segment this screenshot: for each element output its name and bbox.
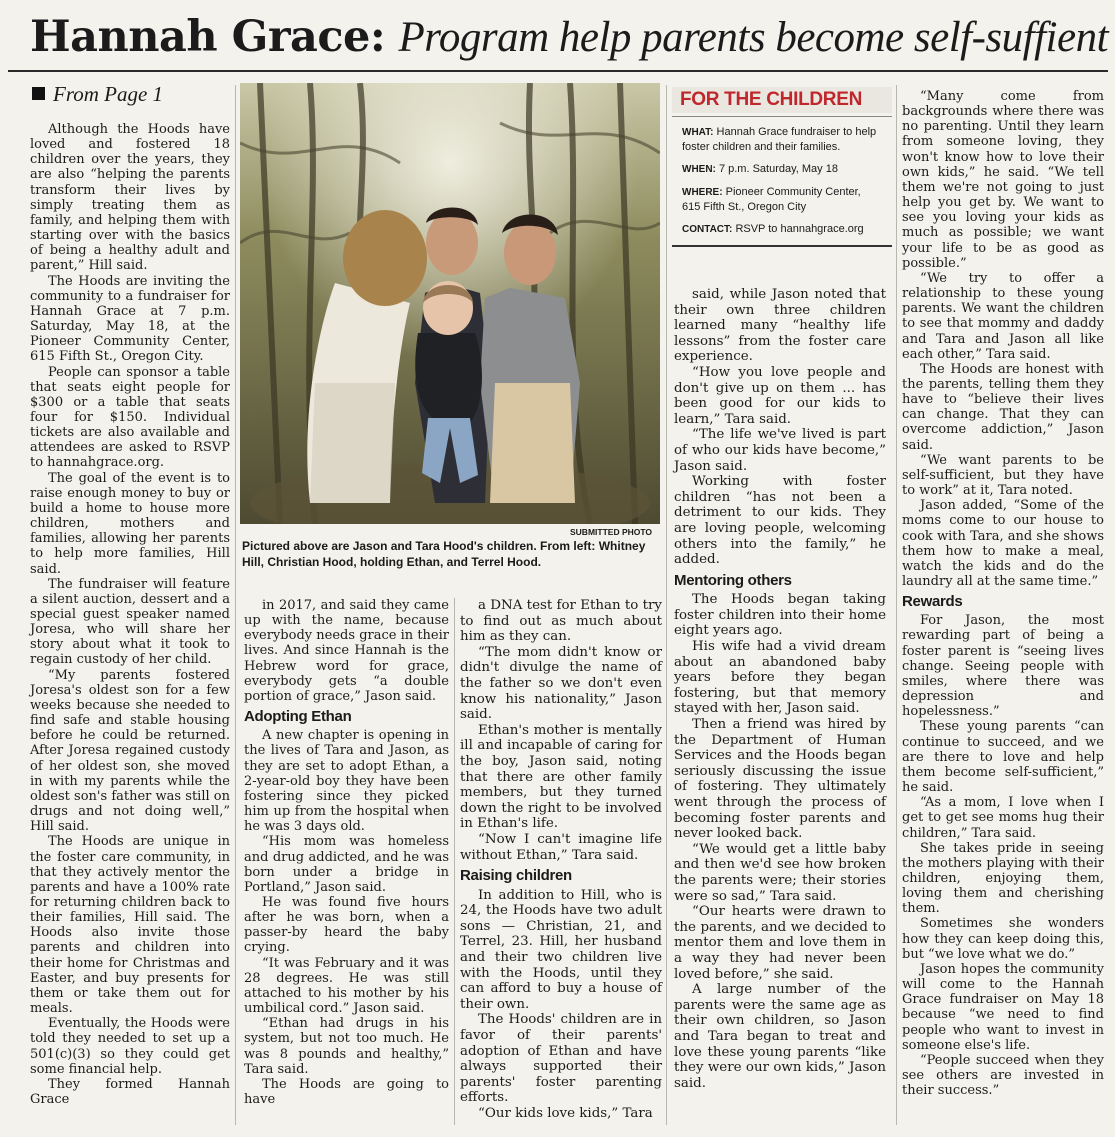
- paragraph: The goal of the event is to raise enough money to buy or build a home to house more children, mothers and families, allowing her parents to help more families, Hill said.: [30, 470, 230, 577]
- sidebar-title: FOR THE CHILDREN: [672, 87, 892, 113]
- column-5: [902, 89, 1104, 1098]
- contact-label: CONTACT:: [682, 224, 733, 235]
- paragraph: People can sponsor a table that seats eight people for $300 or a table that seats four for $150. Individual tickets are also available and attendees are asked to RSVP to hannahgrace.org.: [30, 364, 230, 471]
- paragraph: Working with foster children “has not been a detriment to our kids. They are loving people, welcoming others into the family,” he added.: [674, 474, 886, 568]
- sidebar-contact: [682, 222, 882, 237]
- paragraph: His wife had a vivid dream about an abandoned baby years before they began fostering, but that memory stayed with her, Jason said.: [674, 639, 886, 717]
- paragraph: For Jason, the most rewarding part of being a foster parent is “seeing lives change. Seeing people with smiles, where there was depression and hopelessness.”: [902, 613, 1104, 720]
- paragraph: A large number of the parents were the same age as their own children, so Jason and Tara began to treat and love these young parents “like they were our own kids,” Jason said.: [674, 982, 886, 1091]
- contact-value: RSVP to hannahgrace.org: [735, 223, 864, 235]
- subheading-adopting-ethan: Adopting Ethan: [244, 708, 352, 726]
- paragraph: “Our hearts were drawn to the parents, and we decided to mentor them and love them in a way they had never been loved before,” she said.: [674, 904, 886, 982]
- when-label: WHEN:: [682, 164, 716, 175]
- square-bullet-icon: [32, 87, 45, 100]
- paragraph: “Many come from backgrounds where there was no parenting. Until they learn from someone loving, they won't know how to love their own kids,” he said. “We tell them we're not going to just help you get by. We want to see you loving your kids as much as possible; we want your life to be as good as possible.”: [902, 89, 1104, 271]
- paragraph: “The life we've lived is part of who our kids have become,” Jason said.: [674, 427, 886, 474]
- sidebar-bottom-rule: [672, 245, 892, 247]
- headline-prefix: Hannah Grace:: [30, 12, 386, 62]
- paragraph: Jason hopes the community will come to the Hannah Grace fundraiser on May 18 because “we need to find people who want to invest in someone else's life.: [902, 961, 1104, 1053]
- subheading-rewards: Rewards: [902, 593, 963, 611]
- paragraph: The Hoods are inviting the community to a fundraiser for Hannah Grace at 7 p.m. Saturday, May 18, at the Pioneer Community Center, 615 Fifth St., Oregon City.: [30, 273, 230, 365]
- photo-caption: Pictured above are Jason and Tara Hood's children. From left: Whitney Hill, Christian Hood, holding Ethan, and Terrel Hood.: [242, 539, 646, 569]
- paragraph: “As a mom, I love when I get to get see moms hug their children,” Tara said.: [902, 795, 1104, 841]
- column-1: [30, 122, 230, 1107]
- column-3: [460, 598, 662, 1122]
- paragraph: In addition to Hill, who is 24, the Hoods have two adult sons — Christian, 21, and Terrel, 23. Hill, her husband and their two children live with the Hoods, until they can afford to buy a house of their own.: [460, 887, 662, 1012]
- paragraph: He was found five hours after he was born, when a passer-by heard the baby crying.: [244, 894, 449, 956]
- column-4: [674, 287, 886, 1091]
- headline-rule: [8, 70, 1108, 72]
- paragraph: Although the Hoods have loved and fostered 18 children over the years, they are also “helping the parents transform their lives by simply treating them as family, and helping them with starting over with the basics of being a healthy adult and parent,” Hill said.: [30, 122, 230, 274]
- sidebar-when: [682, 162, 882, 177]
- jump-label: [32, 82, 163, 107]
- paragraph: The fundraiser will feature a silent auction, dessert and a special guest speaker named Joresa, who will share her story about what it took to regain custody of her child.: [30, 576, 230, 668]
- paragraph: The Hoods are going to have: [244, 1076, 449, 1107]
- column-2: [244, 598, 449, 1107]
- paragraph: “We try to offer a relationship to these young parents. We want the children to see that mommy and daddy and Tara and Jason all like each other,” Tara said.: [902, 270, 1104, 362]
- paragraph: “His mom was homeless and drug addicted, and he was born under a bridge in Portland,” Jason said.: [244, 834, 449, 895]
- paragraph: The Hoods are honest with the parents, telling them they have to “believe their lives can change. That they can overcome addiction,” Jason said.: [902, 361, 1104, 453]
- what-value: Hannah Grace fundraiser to help foster children and their families.: [682, 126, 877, 153]
- paragraph: Then a friend was hired by the Department of Human Services and the Hoods began seriously discussing the issue of fostering. They ultimately went through the process of becoming foster parents and never looked back.: [674, 717, 886, 842]
- headline-title: Program help parents become self-suffient: [398, 14, 1109, 61]
- paragraph: “How you love people and don't give up on them ... has been good for our kids to learn,” Tara said.: [674, 364, 886, 427]
- paragraph: They formed Hannah Grace: [30, 1076, 230, 1107]
- paragraph: “Now I can't imagine life without Ethan,” Tara said.: [460, 831, 662, 863]
- where-label: WHERE:: [682, 187, 723, 198]
- column-divider: [454, 598, 455, 1125]
- what-label: WHAT:: [682, 127, 714, 138]
- paragraph: The Hoods' children are in favor of their parents' adoption of Ethan and have always supported their parents' foster parenting efforts.: [460, 1012, 662, 1106]
- jump-label-text: From Page 1: [53, 82, 164, 106]
- column-divider: [235, 85, 236, 1125]
- paragraph: Eventually, the Hoods were told they needed to set up a 501(c)(3) so they could get some financial help.: [30, 1016, 230, 1077]
- paragraph: said, while Jason noted that their own three children learned many “healthy life lessons” from the foster care experience.: [674, 287, 886, 365]
- column-divider: [896, 85, 897, 1125]
- paragraph: “The mom didn't know or didn't divulge the name of the father so we don't even know his nationality,” Jason said.: [460, 644, 662, 723]
- paragraph: a DNA test for Ethan to try to find out as much about him as they can.: [460, 598, 662, 645]
- family-photo: [240, 83, 660, 524]
- subheading-raising-children: Raising children: [460, 867, 572, 885]
- sidebar-what: [682, 125, 882, 154]
- paragraph: A new chapter is opening in the lives of Tara and Jason, as they are set to adopt Ethan, a 2-year-old boy they have been fostering since they picked him up from the hospital when he was 3 days old.: [244, 728, 449, 835]
- family-photo-illustration: [240, 83, 660, 524]
- paragraph: “People succeed when they see others are invested in their success.”: [902, 1052, 1104, 1099]
- paragraph: “Ethan had drugs in his system, but not too much. He was 8 pounds and healthy,” Tara said.: [244, 1016, 449, 1077]
- event-sidebar: [672, 87, 892, 247]
- paragraph: The Hoods began taking foster children into their home eight years ago.: [674, 592, 886, 639]
- paragraph: “We want parents to be self-sufficient, but they have to work” at it, Tara noted.: [902, 452, 1104, 499]
- paragraph: “Our kids love kids,” Tara: [478, 1106, 653, 1121]
- paragraph: Sometimes she wonders how they can keep doing this, but “we love what we do.”: [902, 916, 1104, 962]
- sidebar-rule: [672, 116, 892, 117]
- paragraph: The Hoods are unique in the foster care community, in that they actively mentor the parents and have a 100% rate for returning children back to their families, Hill said. The Hoods also invite those parents and children into their home for Christmas and Easter, and buy presents for them or take them out for meals.: [30, 834, 230, 1017]
- photo-credit: SUBMITTED PHOTO: [570, 527, 653, 537]
- where-value: Pioneer Community Center, 615 Fifth St., Oregon City: [682, 186, 861, 213]
- paragraph: “My parents fostered Joresa's oldest son for a few weeks because she needed to find safe and stable housing before he could be returned. After Joresa regained custody of her oldest son, she moved in with my parents while the oldest son's father was still on drugs and not doing well,” Hill said.: [30, 667, 230, 835]
- paragraph: Ethan's mother is mentally ill and incapable of caring for the boy, Jason said, noting that there are other family members, but they turned down the right to be involved in Ethan's life.: [460, 722, 662, 832]
- column-divider: [666, 85, 667, 1125]
- headline: [30, 6, 1109, 68]
- paragraph: “We would get a little baby and then we'd see how broken the parents were; their stories were so sad,” Tara said.: [674, 841, 886, 904]
- paragraph: in 2017, and said they came up with the name, because everybody needs grace in their lives. And since Hannah is the Hebrew word for grace, everybody gets “a double portion of grace,” Jason said.: [244, 598, 449, 704]
- sidebar-where: [682, 185, 882, 214]
- subheading-mentoring-others: Mentoring others: [674, 571, 792, 589]
- paragraph: She takes pride in seeing the mothers playing with their children, enjoying them, loving them and cherishing them.: [902, 840, 1104, 917]
- paragraph: “It was February and it was 28 degrees. He was still attached to his mother by his umbilical cord.” Jason said.: [244, 955, 449, 1017]
- paragraph: These young parents “can continue to succeed, and we are there to love and help them become self-sufficient,” he said.: [902, 719, 1104, 796]
- when-value: 7 p.m. Saturday, May 18: [718, 163, 838, 175]
- paragraph: Jason added, “Some of the moms come to our house to cook with Tara, and she shows them how to make a meal, watch the kids and do the laundry all at the same time.”: [902, 498, 1104, 589]
